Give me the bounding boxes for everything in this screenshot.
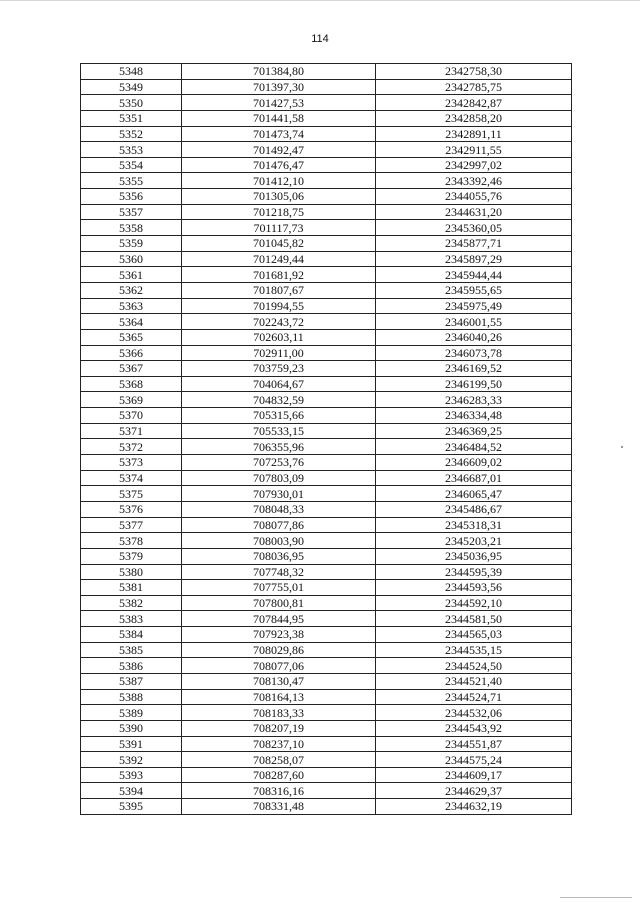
table-row <box>81 736 572 752</box>
table-row <box>81 455 572 471</box>
table-row <box>81 64 572 80</box>
x-coordinate-cell: 701305,06 <box>182 189 376 205</box>
y-coordinate-cell: 2345975,49 <box>376 298 572 314</box>
point-number-cell: 5373 <box>81 455 182 471</box>
scan-edge-line <box>0 0 640 1</box>
x-coordinate-cell: 701384,80 <box>182 64 376 80</box>
table-row <box>81 611 572 627</box>
table-row <box>81 627 572 643</box>
point-number-cell: 5363 <box>81 298 182 314</box>
y-coordinate-cell: 2344631,20 <box>376 204 572 220</box>
x-coordinate-cell: 701045,82 <box>182 236 376 252</box>
x-coordinate-cell: 702603,11 <box>182 329 376 345</box>
point-number-cell: 5359 <box>81 236 182 252</box>
point-number-cell: 5350 <box>81 95 182 111</box>
point-number-cell: 5374 <box>81 470 182 486</box>
point-number-cell: 5392 <box>81 752 182 768</box>
table-row <box>81 173 572 189</box>
table-row <box>81 204 572 220</box>
point-number-cell: 5356 <box>81 189 182 205</box>
table-row <box>81 595 572 611</box>
y-coordinate-cell: 2344593,56 <box>376 580 572 596</box>
y-coordinate-cell: 2345877,71 <box>376 236 572 252</box>
x-coordinate-cell: 701427,53 <box>182 95 376 111</box>
x-coordinate-cell: 707800,81 <box>182 595 376 611</box>
table-row <box>81 752 572 768</box>
table-row <box>81 689 572 705</box>
y-coordinate-cell: 2344581,50 <box>376 611 572 627</box>
point-number-cell: 5372 <box>81 439 182 455</box>
x-coordinate-cell: 707923,38 <box>182 627 376 643</box>
y-coordinate-cell: 2345203,21 <box>376 533 572 549</box>
table-row <box>81 79 572 95</box>
x-coordinate-cell: 708164,13 <box>182 689 376 705</box>
table-row <box>81 110 572 126</box>
table-row <box>81 392 572 408</box>
point-number-cell: 5391 <box>81 736 182 752</box>
y-coordinate-cell: 2346040,26 <box>376 329 572 345</box>
x-coordinate-cell: 701994,55 <box>182 298 376 314</box>
y-coordinate-cell: 2346334,48 <box>376 408 572 424</box>
point-number-cell: 5354 <box>81 157 182 173</box>
y-coordinate-cell: 2346369,25 <box>376 423 572 439</box>
coordinates-table-body <box>81 64 572 815</box>
x-coordinate-cell: 708029,86 <box>182 642 376 658</box>
x-coordinate-cell: 708077,86 <box>182 517 376 533</box>
x-coordinate-cell: 704064,67 <box>182 376 376 392</box>
table-row <box>81 361 572 377</box>
x-coordinate-cell: 704832,59 <box>182 392 376 408</box>
x-coordinate-cell: 701249,44 <box>182 251 376 267</box>
y-coordinate-cell: 2344629,37 <box>376 783 572 799</box>
table-row <box>81 220 572 236</box>
table-row <box>81 314 572 330</box>
x-coordinate-cell: 708316,16 <box>182 783 376 799</box>
point-number-cell: 5370 <box>81 408 182 424</box>
y-coordinate-cell: 2344551,87 <box>376 736 572 752</box>
scan-speck <box>621 446 623 448</box>
point-number-cell: 5378 <box>81 533 182 549</box>
table-row <box>81 126 572 142</box>
point-number-cell: 5353 <box>81 142 182 158</box>
table-row <box>81 470 572 486</box>
table-row <box>81 423 572 439</box>
y-coordinate-cell: 2343392,46 <box>376 173 572 189</box>
x-coordinate-cell: 702911,00 <box>182 345 376 361</box>
table-row <box>81 783 572 799</box>
point-number-cell: 5383 <box>81 611 182 627</box>
x-coordinate-cell: 707755,01 <box>182 580 376 596</box>
x-coordinate-cell: 701441,58 <box>182 110 376 126</box>
point-number-cell: 5369 <box>81 392 182 408</box>
table-row <box>81 720 572 736</box>
x-coordinate-cell: 701681,92 <box>182 267 376 283</box>
y-coordinate-cell: 2344543,92 <box>376 720 572 736</box>
point-number-cell: 5352 <box>81 126 182 142</box>
x-coordinate-cell: 708077,06 <box>182 658 376 674</box>
x-coordinate-cell: 707844,95 <box>182 611 376 627</box>
y-coordinate-cell: 2345318,31 <box>376 517 572 533</box>
x-coordinate-cell: 701397,30 <box>182 79 376 95</box>
table-row <box>81 533 572 549</box>
table-row <box>81 658 572 674</box>
x-coordinate-cell: 701218,75 <box>182 204 376 220</box>
y-coordinate-cell: 2342911,55 <box>376 142 572 158</box>
point-number-cell: 5348 <box>81 64 182 80</box>
x-coordinate-cell: 701807,67 <box>182 282 376 298</box>
y-coordinate-cell: 2346484,52 <box>376 439 572 455</box>
table-row <box>81 501 572 517</box>
point-number-cell: 5364 <box>81 314 182 330</box>
point-number-cell: 5385 <box>81 642 182 658</box>
table-row <box>81 95 572 111</box>
page-number: 114 <box>311 33 329 45</box>
point-number-cell: 5358 <box>81 220 182 236</box>
y-coordinate-cell: 2344565,03 <box>376 627 572 643</box>
y-coordinate-cell: 2345955,65 <box>376 282 572 298</box>
y-coordinate-cell: 2344524,50 <box>376 658 572 674</box>
point-number-cell: 5394 <box>81 783 182 799</box>
point-number-cell: 5379 <box>81 548 182 564</box>
y-coordinate-cell: 2344609,17 <box>376 767 572 783</box>
x-coordinate-cell: 701412,10 <box>182 173 376 189</box>
x-coordinate-cell: 708237,10 <box>182 736 376 752</box>
point-number-cell: 5355 <box>81 173 182 189</box>
x-coordinate-cell: 707748,32 <box>182 564 376 580</box>
table-row <box>81 251 572 267</box>
y-coordinate-cell: 2345897,29 <box>376 251 572 267</box>
table-row <box>81 673 572 689</box>
point-number-cell: 5371 <box>81 423 182 439</box>
y-coordinate-cell: 2344632,19 <box>376 799 572 815</box>
table-row <box>81 767 572 783</box>
x-coordinate-cell: 702243,72 <box>182 314 376 330</box>
point-number-cell: 5380 <box>81 564 182 580</box>
y-coordinate-cell: 2344535,15 <box>376 642 572 658</box>
x-coordinate-cell: 706355,96 <box>182 439 376 455</box>
x-coordinate-cell: 708331,48 <box>182 799 376 815</box>
table-row <box>81 642 572 658</box>
x-coordinate-cell: 708048,33 <box>182 501 376 517</box>
y-coordinate-cell: 2345360,05 <box>376 220 572 236</box>
point-number-cell: 5362 <box>81 282 182 298</box>
table-row <box>81 142 572 158</box>
table-row <box>81 157 572 173</box>
x-coordinate-cell: 708258,07 <box>182 752 376 768</box>
y-coordinate-cell: 2346283,33 <box>376 392 572 408</box>
point-number-cell: 5360 <box>81 251 182 267</box>
y-coordinate-cell: 2346687,01 <box>376 470 572 486</box>
point-number-cell: 5351 <box>81 110 182 126</box>
table-row <box>81 517 572 533</box>
y-coordinate-cell: 2346609,02 <box>376 455 572 471</box>
table-row <box>81 282 572 298</box>
point-number-cell: 5365 <box>81 329 182 345</box>
x-coordinate-cell: 701476,47 <box>182 157 376 173</box>
table-row <box>81 236 572 252</box>
y-coordinate-cell: 2344521,40 <box>376 673 572 689</box>
point-number-cell: 5393 <box>81 767 182 783</box>
x-coordinate-cell: 703759,23 <box>182 361 376 377</box>
y-coordinate-cell: 2342842,87 <box>376 95 572 111</box>
point-number-cell: 5357 <box>81 204 182 220</box>
x-coordinate-cell: 708003,90 <box>182 533 376 549</box>
x-coordinate-cell: 707930,01 <box>182 486 376 502</box>
y-coordinate-cell: 2346073,78 <box>376 345 572 361</box>
point-number-cell: 5384 <box>81 627 182 643</box>
y-coordinate-cell: 2346001,55 <box>376 314 572 330</box>
x-coordinate-cell: 701473,74 <box>182 126 376 142</box>
point-number-cell: 5376 <box>81 501 182 517</box>
y-coordinate-cell: 2345486,67 <box>376 501 572 517</box>
point-number-cell: 5366 <box>81 345 182 361</box>
y-coordinate-cell: 2344055,76 <box>376 189 572 205</box>
table-row <box>81 189 572 205</box>
x-coordinate-cell: 701117,73 <box>182 220 376 236</box>
table-row <box>81 799 572 815</box>
y-coordinate-cell: 2344592,10 <box>376 595 572 611</box>
point-number-cell: 5368 <box>81 376 182 392</box>
y-coordinate-cell: 2346065,47 <box>376 486 572 502</box>
table-row <box>81 329 572 345</box>
point-number-cell: 5389 <box>81 705 182 721</box>
point-number-cell: 5367 <box>81 361 182 377</box>
table-row <box>81 486 572 502</box>
point-number-cell: 5390 <box>81 720 182 736</box>
x-coordinate-cell: 708130,47 <box>182 673 376 689</box>
x-coordinate-cell: 707253,76 <box>182 455 376 471</box>
x-coordinate-cell: 705315,66 <box>182 408 376 424</box>
table-row <box>81 705 572 721</box>
coordinates-table <box>80 63 572 815</box>
table-row <box>81 548 572 564</box>
y-coordinate-cell: 2344595,39 <box>376 564 572 580</box>
y-coordinate-cell: 2342758,30 <box>376 64 572 80</box>
y-coordinate-cell: 2344524,71 <box>376 689 572 705</box>
point-number-cell: 5388 <box>81 689 182 705</box>
y-coordinate-cell: 2346169,52 <box>376 361 572 377</box>
x-coordinate-cell: 707803,09 <box>182 470 376 486</box>
table-row <box>81 345 572 361</box>
x-coordinate-cell: 708183,33 <box>182 705 376 721</box>
point-number-cell: 5375 <box>81 486 182 502</box>
x-coordinate-cell: 708287,60 <box>182 767 376 783</box>
y-coordinate-cell: 2346199,50 <box>376 376 572 392</box>
x-coordinate-cell: 701492,47 <box>182 142 376 158</box>
y-coordinate-cell: 2342785,75 <box>376 79 572 95</box>
table-row <box>81 439 572 455</box>
table-row <box>81 376 572 392</box>
table-row <box>81 267 572 283</box>
x-coordinate-cell: 705533,15 <box>182 423 376 439</box>
table-row <box>81 298 572 314</box>
y-coordinate-cell: 2342997,02 <box>376 157 572 173</box>
point-number-cell: 5361 <box>81 267 182 283</box>
x-coordinate-cell: 708036,95 <box>182 548 376 564</box>
table-row <box>81 580 572 596</box>
point-number-cell: 5382 <box>81 595 182 611</box>
table-row <box>81 408 572 424</box>
y-coordinate-cell: 2345944,44 <box>376 267 572 283</box>
point-number-cell: 5349 <box>81 79 182 95</box>
table-row <box>81 564 572 580</box>
y-coordinate-cell: 2344532,06 <box>376 705 572 721</box>
point-number-cell: 5395 <box>81 799 182 815</box>
scan-edge-line-bottom <box>560 897 632 898</box>
point-number-cell: 5381 <box>81 580 182 596</box>
y-coordinate-cell: 2345036,95 <box>376 548 572 564</box>
point-number-cell: 5386 <box>81 658 182 674</box>
y-coordinate-cell: 2342891,11 <box>376 126 572 142</box>
point-number-cell: 5377 <box>81 517 182 533</box>
y-coordinate-cell: 2344575,24 <box>376 752 572 768</box>
point-number-cell: 5387 <box>81 673 182 689</box>
x-coordinate-cell: 708207,19 <box>182 720 376 736</box>
y-coordinate-cell: 2342858,20 <box>376 110 572 126</box>
